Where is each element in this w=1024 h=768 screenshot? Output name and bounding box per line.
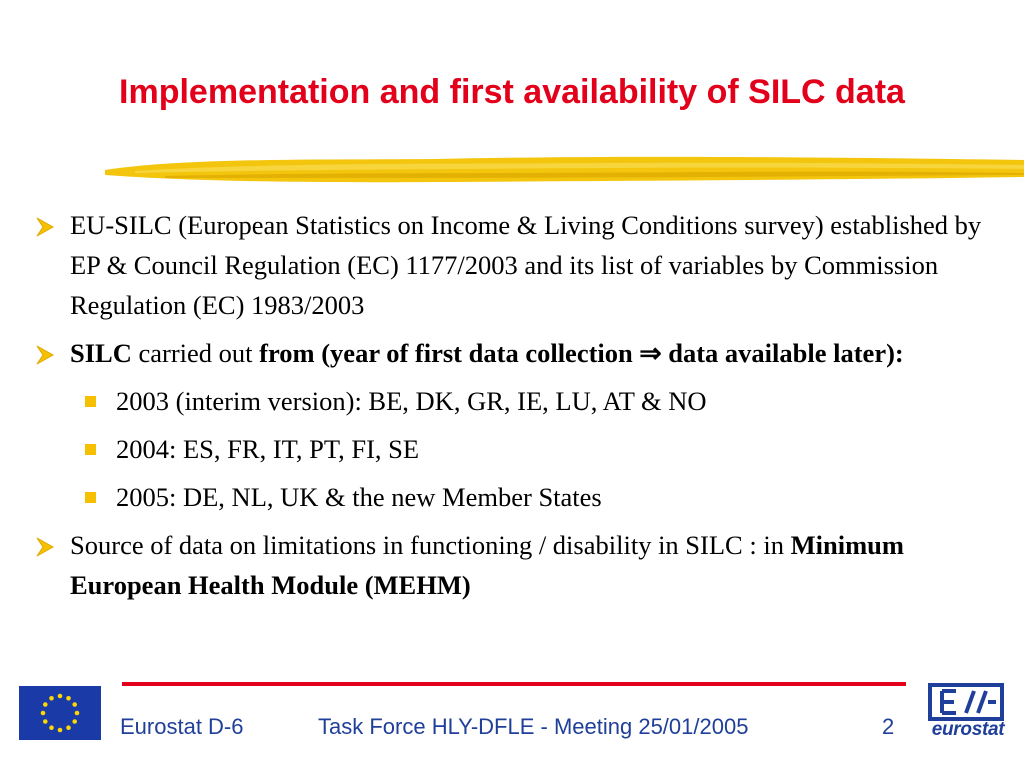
sub-bullet-text: 2005: DE, NL, UK & the new Member States	[116, 482, 602, 512]
footer-divider-line	[122, 682, 906, 686]
slide-title: Implementation and first availability of SILC data	[119, 73, 905, 111]
arrowhead-bullet-icon	[34, 216, 56, 238]
footer-department: Eurostat D-6	[120, 714, 244, 739]
bullet-text: EU-SILC (European Statistics on Income & Living Conditions survey) established by EP & Council Regulation (EC) 1177/2003 and its list of variables by Commission Regulation (EC) 1983/2003	[70, 210, 982, 320]
eurostat-logo	[922, 682, 1012, 752]
page-number: 2	[882, 714, 895, 739]
brush-stroke-divider	[105, 150, 1024, 190]
bullet-text-bold: SILC	[70, 338, 132, 368]
arrowhead-bullet-icon	[34, 536, 56, 558]
square-bullet-icon	[85, 396, 96, 407]
sub-list-item	[34, 429, 1009, 469]
list-item	[34, 333, 1009, 373]
sub-list-item	[34, 477, 1009, 517]
bullet-text-bold: Minimum European Health Module (MEHM)	[70, 530, 904, 600]
square-bullet-icon	[85, 444, 96, 455]
bullet-text: carried out	[131, 338, 260, 368]
arrowhead-bullet-icon	[34, 344, 56, 366]
sub-bullet-text: 2004: ES, FR, IT, PT, FI, SE	[116, 434, 420, 464]
bullet-text: Source of data on limitations in functioning / disability in SILC : in	[70, 530, 791, 560]
bullet-text-bold: from (year of first data collection ⇒ data available later):	[259, 338, 904, 368]
bullet-list	[34, 205, 1009, 613]
sub-list-item	[34, 381, 1009, 421]
eurostat-logo-text: eurostat	[931, 719, 1005, 740]
footer-meeting: Task Force HLY-DFLE - Meeting 25/01/2005	[318, 714, 749, 739]
list-item	[34, 205, 1009, 325]
eu-flag-icon	[19, 686, 101, 740]
sub-bullet-text: 2003 (interim version): BE, DK, GR, IE, LU, AT & NO	[116, 386, 707, 416]
list-item	[34, 525, 1009, 605]
square-bullet-icon	[85, 492, 96, 503]
